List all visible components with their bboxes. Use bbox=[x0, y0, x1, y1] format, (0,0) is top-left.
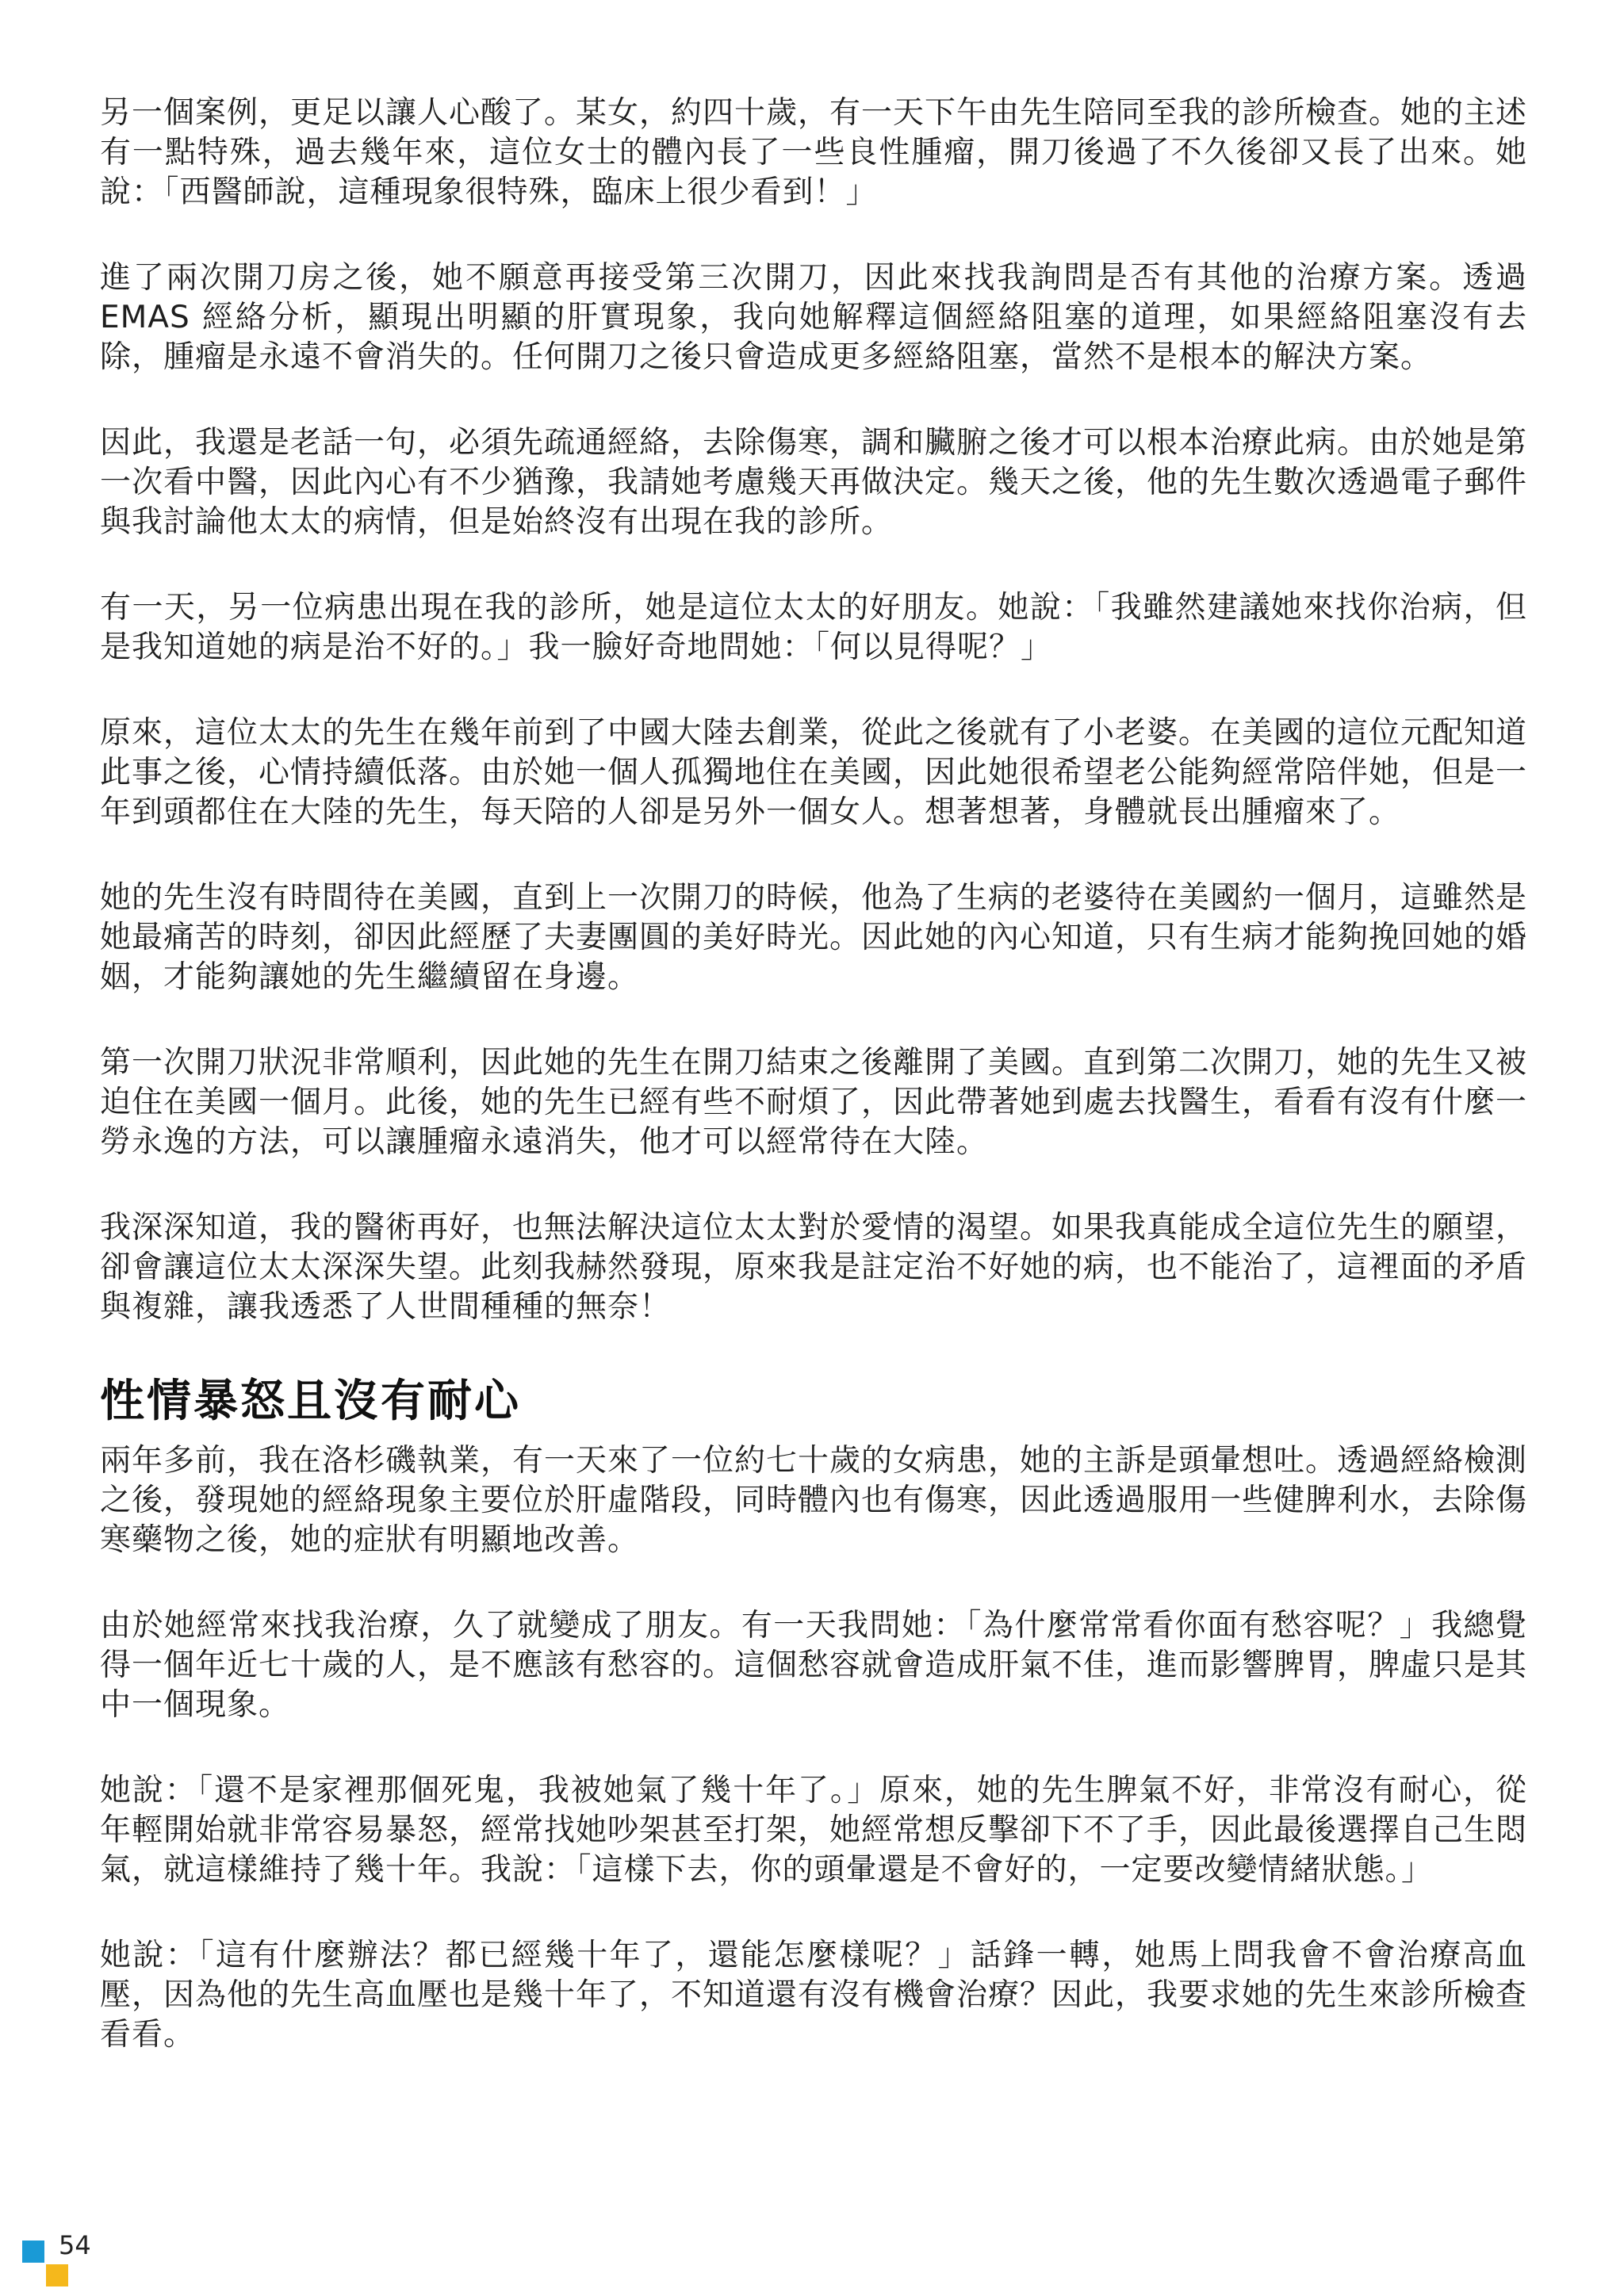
paragraph: 兩年多前，我在洛杉磯執業，有一天來了一位約七十歲的女病患，她的主訴是頭暈想吐。透過經絡檢測之後，發現她的經絡現象主要位於肝虛階段，同時體內也有傷寒，因此透過服用一些健脾利水，去除傷寒藥物之後，她的症狀有明顯地改善。 bbox=[100, 1443, 1528, 1558]
footer-blue-square-icon bbox=[22, 2241, 44, 2263]
paragraph: 我深深知道，我的醫術再好，也無法解決這位太太對於愛情的渴望。如果我真能成全這位先生的願望，卻會讓這位太太深深失望。此刻我赫然發現，原來我是註定治不好她的病，也不能治了，這裡面的矛盾與複雜，讓我透悉了人世間種種的無奈！ bbox=[100, 1210, 1528, 1325]
paragraph: 有一天，另一位病患出現在我的診所，她是這位太太的好朋友。她說：「我雖然建議她來找你治病，但是我知道她的病是治不好的。」我一臉好奇地問她：「何以見得呢？」 bbox=[100, 590, 1527, 665]
paragraph: 她的先生沒有時間待在美國，直到上一次開刀的時候，他為了生病的老婆待在美國約一個月，這雖然是她最痛苦的時刻，卻因此經歷了夫妻團圓的美好時光。因此她的內心知道，只有生病才能夠挽回她的婚姻，才能夠讓她的先生繼續留在身邊。 bbox=[100, 880, 1528, 995]
paragraph: 原來，這位太太的先生在幾年前到了中國大陸去創業，從此之後就有了小老婆。在美國的這位元配知道此事之後，心情持續低落。由於她一個人孤獨地住在美國，因此她很希望老公能夠經常陪伴她，但是一年到頭都住在大陸的先生，每天陪的人卻是另外一個女人。想著想著，身體就長出腫瘤來了。 bbox=[100, 715, 1528, 830]
page-footer bbox=[22, 2229, 117, 2277]
paragraph: 另一個案例，更足以讓人心酸了。某女，約四十歲，有一天下午由先生陪同至我的診所檢查。她的主述有一點特殊，過去幾年來，這位女士的體內長了一些良性腫瘤，開刀後過了不久後卻又長了出來。她說：「西醫師說，這種現象很特殊，臨床上很少看到！」 bbox=[100, 95, 1528, 210]
page-body bbox=[100, 94, 1527, 2101]
page-number: 54 bbox=[59, 2230, 91, 2260]
paragraph: 第一次開刀狀況非常順利，因此她的先生在開刀結束之後離開了美國。直到第二次開刀，她的先生又被迫住在美國一個月。此後，她的先生已經有些不耐煩了，因此帶著她到處去找醫生，看看有沒有什麼一勞永逸的方法，可以讓腫瘤永遠消失，他才可以經常待在大陸。 bbox=[100, 1045, 1528, 1160]
paragraph: 她說：「還不是家裡那個死鬼，我被她氣了幾十年了。」原來，她的先生脾氣不好，非常沒有耐心，從年輕開始就非常容易暴怒，經常找她吵架甚至打架，她經常想反擊卻下不了手，因此最後選擇自己生悶氣，就這樣維持了幾十年。我說：「這樣下去，你的頭暈還是不會好的，一定要改變情緒狀態。」 bbox=[100, 1773, 1528, 1888]
footer-yellow-square-icon bbox=[46, 2264, 68, 2286]
paragraph: 進了兩次開刀房之後，她不願意再接受第三次開刀，因此來找我詢問是否有其他的治療方案。透過EMAS 經絡分析，顯現出明顯的肝實現象，我向她解釋這個經絡阻塞的道理，如果經絡阻塞沒有去除，腫瘤是永遠不會消失的。任何開刀之後只會造成更多經絡阻塞，當然不是根本的解決方案。 bbox=[100, 260, 1527, 375]
section-title: 性情暴怒且沒有耐心 bbox=[100, 1375, 521, 1427]
paragraph: 由於她經常來找我治療，久了就變成了朋友。有一天我問她：「為什麼常常看你面有愁容呢？」我總覺得一個年近七十歲的人，是不應該有愁容的。這個愁容就會造成肝氣不佳，進而影響脾胃，脾虛只是其中一個現象。 bbox=[100, 1608, 1528, 1723]
paragraph: 因此，我還是老話一句，必須先疏通經絡，去除傷寒，調和臟腑之後才可以根本治療此病。由於她是第一次看中醫，因此內心有不少猶豫，我請她考慮幾天再做決定。幾天之後，他的先生數次透過電子郵件與我討論他太太的病情，但是始終沒有出現在我的診所。 bbox=[100, 425, 1528, 540]
paragraph: 她說：「這有什麼辦法？都已經幾十年了，還能怎麼樣呢？」話鋒一轉，她馬上問我會不會治療高血壓，因為他的先生高血壓也是幾十年了，不知道還有沒有機會治療？因此，我要求她的先生來診所檢查看看。 bbox=[100, 1938, 1528, 2053]
